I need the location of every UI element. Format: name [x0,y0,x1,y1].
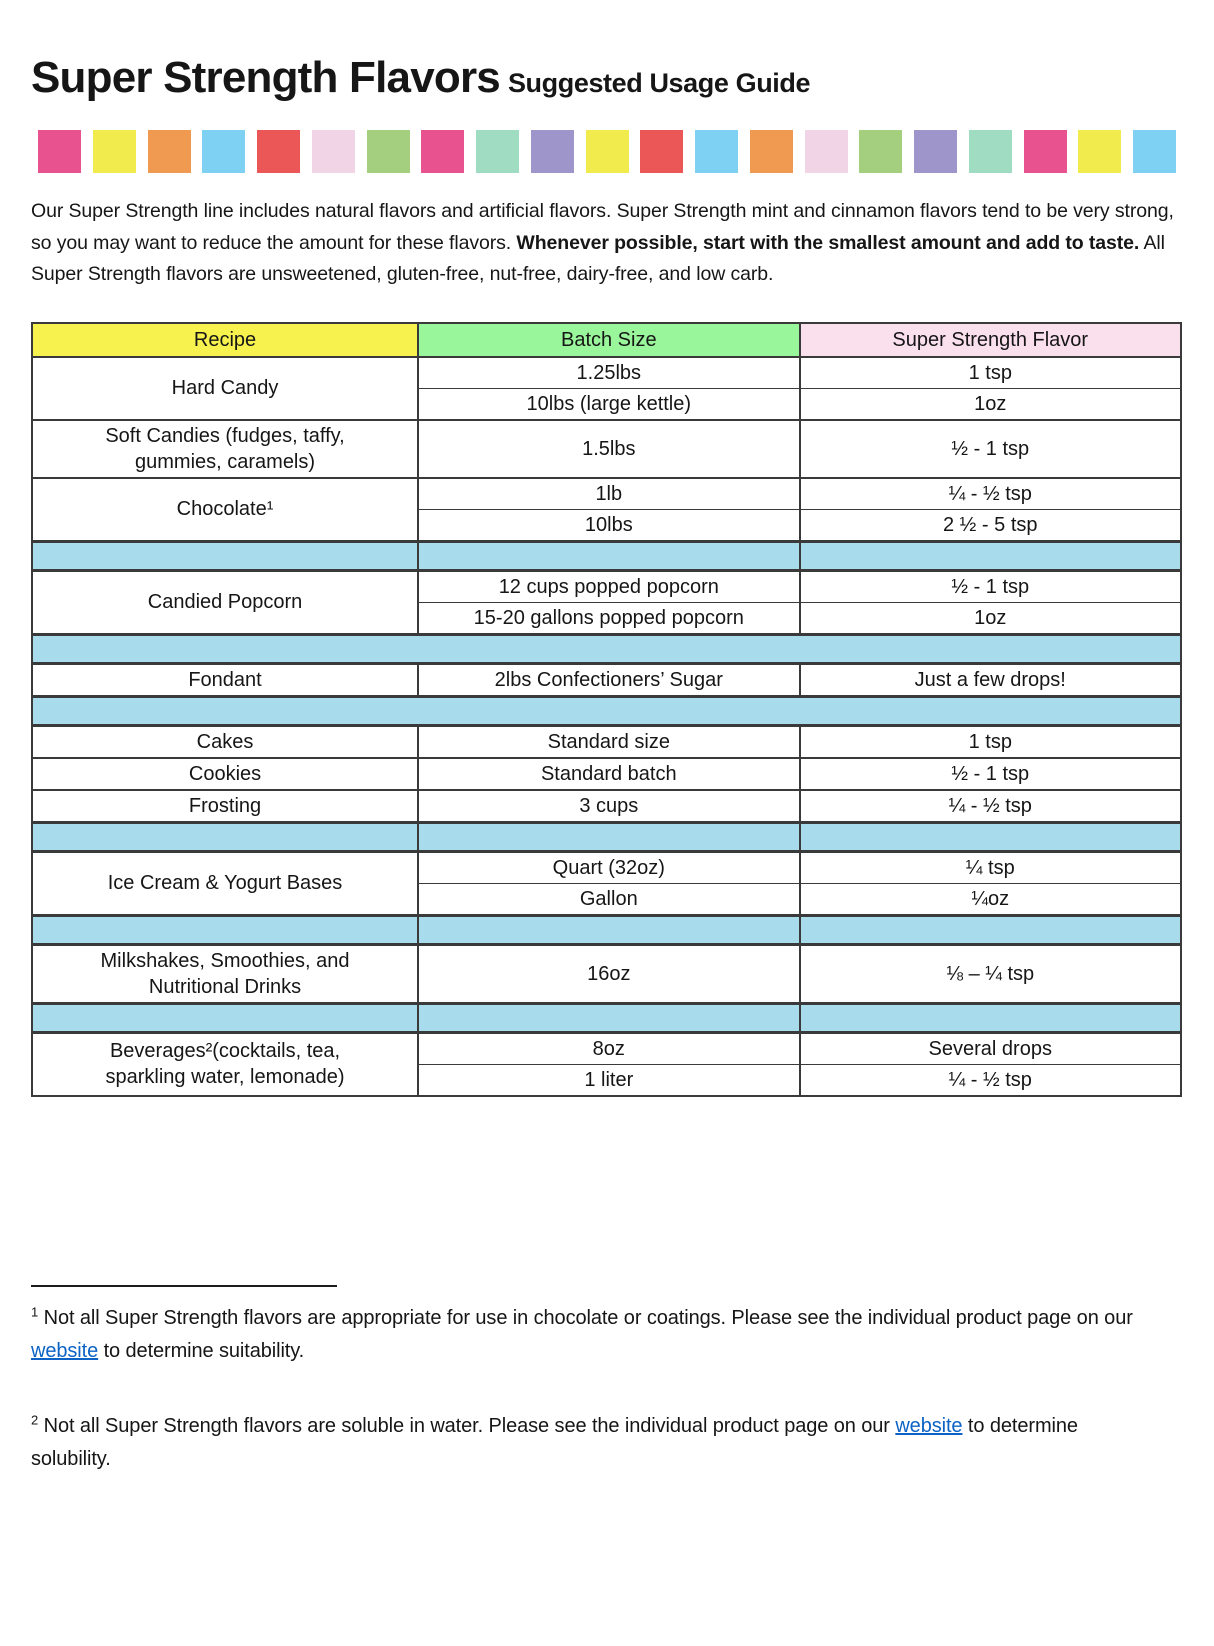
footnote-2 [31,1410,1161,1477]
color-square [1024,130,1067,173]
color-square [312,130,355,173]
spacer-cell [418,1003,799,1032]
recipe-cell-milkshakes [32,944,418,1003]
batch-cell: 1lb [418,478,799,510]
recipe-cell-beverages [32,1032,418,1096]
batch-cell: 12 cups popped popcorn [418,570,799,602]
batch-cell: 1 liter [418,1064,799,1096]
page-title [31,52,1183,109]
recipe-label: Soft Candies (fudges, taffy, gummies, caramels) [105,424,345,473]
title-subtitle: Suggested Usage Guide [507,68,811,98]
spacer-cell [800,915,1181,944]
batch-cell: 10lbs [418,509,799,541]
recipe-cell-ice-cream: Ice Cream & Yogurt Bases [32,851,418,915]
batch-cell: Standard size [418,725,799,758]
color-square [38,130,81,173]
batch-cell: 10lbs (large kettle) [418,388,799,420]
table-row-fondant [32,663,1181,696]
recipe-cell-frosting: Frosting [32,790,418,823]
table-row-candied-popcorn-1 [32,570,1181,602]
intro-text-bold: Whenever possible, start with the smallest amount and add to taste. [516,231,1140,254]
table-row-hard-candy-1 [32,357,1181,389]
recipe-cell-fondant: Fondant [32,663,418,696]
table-row-chocolate-1 [32,478,1181,510]
intro-text-2: All Super Strength flavors are unsweetened, gluten-free, nut-free, dairy-free, and low carb. [31,231,1165,285]
website-link-2[interactable]: website [895,1414,963,1437]
table-row-soft-candies [32,420,1181,478]
spacer-cell [32,696,1181,725]
spacer-cell [32,915,418,944]
color-square [640,130,683,173]
spacer-cell [418,915,799,944]
batch-cell: 16oz [418,944,799,1003]
color-stripe [31,130,1183,173]
document-page [0,52,1214,1477]
flavor-cell: ¼ - ½ tsp [800,1064,1181,1096]
flavor-cell: 1oz [800,602,1181,634]
recipe-label: Beverages²(cocktails, tea, sparkling water, lemonade) [105,1040,345,1088]
recipe-label: Milkshakes, Smoothies, and Nutritional Drinks [100,949,350,998]
color-square [1133,130,1176,173]
color-square [805,130,848,173]
recipe-cell-candied-popcorn: Candied Popcorn [32,570,418,634]
col-header-batch: Batch Size [418,323,799,357]
color-square [367,130,410,173]
spacer-cell [418,541,799,570]
batch-cell: 2lbs Confectioners’ Sugar [418,663,799,696]
flavor-cell: 1 tsp [800,725,1181,758]
batch-cell: 1.25lbs [418,357,799,389]
spacer-row-full [32,696,1181,725]
footnote-1 [31,1302,1161,1369]
table-row-ice-cream-1 [32,851,1181,883]
color-square [531,130,574,173]
batch-cell: 8oz [418,1032,799,1064]
recipe-cell-cakes: Cakes [32,725,418,758]
footnote-1-marker: 1 [31,1303,39,1319]
table-row-beverages-1 [32,1032,1181,1064]
col-header-recipe: Recipe [32,323,418,357]
color-square [257,130,300,173]
batch-cell: 15-20 gallons popped popcorn [418,602,799,634]
color-square [93,130,136,173]
spacer-row [32,915,1181,944]
table-row-cookies [32,758,1181,790]
batch-cell: 3 cups [418,790,799,823]
flavor-cell: 1oz [800,388,1181,420]
flavor-cell: Just a few drops! [800,663,1181,696]
intro-paragraph [31,196,1183,291]
table-row-cakes [32,725,1181,758]
color-square [695,130,738,173]
color-square [969,130,1012,173]
batch-cell: Gallon [418,883,799,915]
batch-cell: Standard batch [418,758,799,790]
table-header-row [32,323,1181,357]
flavor-cell: ½ - 1 tsp [800,570,1181,602]
col-header-flavor: Super Strength Flavor [800,323,1181,357]
color-square [202,130,245,173]
flavor-cell: ¼oz [800,883,1181,915]
spacer-cell [800,541,1181,570]
footnote-2-text-end: to determine solubility. [31,1414,1078,1470]
table-row-milkshakes [32,944,1181,1003]
spacer-cell [800,1003,1181,1032]
footnote-2-text: Not all Super Strength flavors are soluble in water. Please see the individual product page on our [38,1414,896,1437]
recipe-cell-soft-candies [32,420,418,478]
spacer-row [32,541,1181,570]
intro-text-1: Our Super Strength line includes natural flavors and artificial flavors. Super Strength mint and cinnamon flavors tend to be very strong, so you may want to reduce the amount for these flavors. [31,200,1174,254]
batch-cell: 1.5lbs [418,420,799,478]
color-square [859,130,902,173]
color-square [914,130,957,173]
spacer-row-full [32,634,1181,663]
title-main: Super Strength Flavors [31,53,500,102]
flavor-cell: ¼ - ½ tsp [800,790,1181,823]
flavor-cell: ¼ tsp [800,851,1181,883]
color-square [476,130,519,173]
flavor-cell: Several drops [800,1032,1181,1064]
spacer-row [32,1003,1181,1032]
footnote-separator [31,1285,337,1287]
footnote-2-marker: 2 [31,1411,39,1427]
recipe-cell-cookies: Cookies [32,758,418,790]
spacer-cell [32,1003,418,1032]
color-square [421,130,464,173]
table-row-frosting [32,790,1181,823]
flavor-cell: 1 tsp [800,357,1181,389]
flavor-cell: ⅛ – ¼ tsp [800,944,1181,1003]
flavor-cell: ¼ - ½ tsp [800,478,1181,510]
footnote-1-text-end: to determine suitability. [98,1340,305,1362]
spacer-cell [418,822,799,851]
spacer-row [32,822,1181,851]
spacer-cell [800,822,1181,851]
flavor-cell: ½ - 1 tsp [800,420,1181,478]
spacer-cell [32,634,1181,663]
website-link-1[interactable]: website [31,1340,99,1362]
spacer-cell [32,541,418,570]
usage-table [31,322,1182,1097]
color-square [148,130,191,173]
flavor-cell: ½ - 1 tsp [800,758,1181,790]
spacer-cell [32,822,418,851]
color-square [586,130,629,173]
recipe-cell-chocolate: Chocolate¹ [32,478,418,542]
batch-cell: Quart (32oz) [418,851,799,883]
color-square [1078,130,1121,173]
color-square [750,130,793,173]
flavor-cell: 2 ½ - 5 tsp [800,509,1181,541]
footnote-1-text: Not all Super Strength flavors are appropriate for use in chocolate or coatings. Please see the individual product page on our [38,1306,1133,1329]
recipe-cell-hard-candy: Hard Candy [32,357,418,420]
